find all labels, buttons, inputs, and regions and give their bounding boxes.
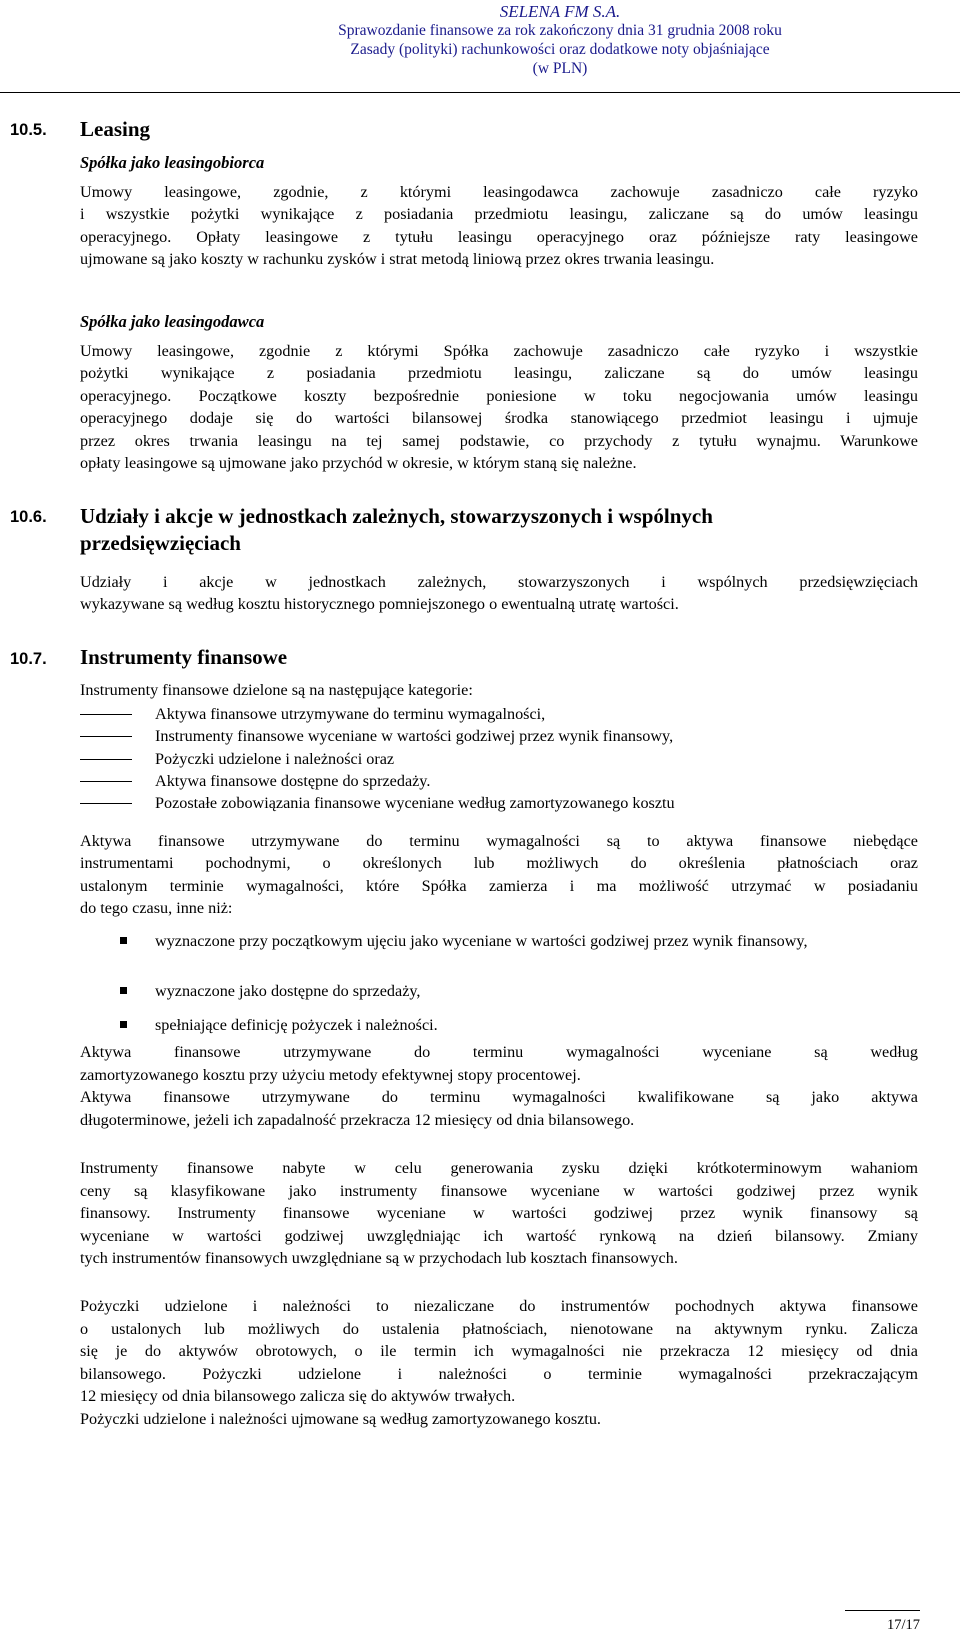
text-line: Aktywa finansowe utrzymywane do terminu wymagalności są to aktywa finansowe niebędące <box>80 832 918 850</box>
list-item: wyznaczone przy początkowym ujęciu jako wyceniane w wartości godziwej przez wynik finansowy, <box>80 930 920 976</box>
dash-bullet <box>80 759 132 760</box>
text-line: Aktywa finansowe utrzymywane do terminu wymagalności wyceniane są według <box>80 1043 918 1061</box>
footer-divider <box>845 1610 920 1611</box>
text-line: instrumentami pochodnymi, o określonych lub możliwych do określenia płatnościach oraz <box>80 854 918 872</box>
list-item: Aktywa finansowe dostępne do sprzedaży. <box>80 770 920 792</box>
header-subtitle: Zasady (polityki) rachunkowości oraz dodatkowe noty objaśniające <box>350 41 770 58</box>
text-line: Udziały i akcje w jednostkach zależnych, stowarzyszonych i wspólnych przedsięwzięciach <box>80 573 918 591</box>
text-line: operacyjnego. Opłaty leasingowe z tytułu leasingu operacyjnego oraz późniejsze raty leasingowe <box>80 228 918 246</box>
text-line: pożytki wynikające z posiadania przedmiotu leasingu, zaliczane są do umów leasingu <box>80 364 918 382</box>
company-name: SELENA FM S.A. <box>499 2 621 21</box>
text-line: wykazywane są według kosztu historycznego pomniejszonego o ewentualną utratę wartości. <box>80 595 679 613</box>
section-title-leasing: Leasing <box>80 117 151 141</box>
text-line: o ustalonych lub możliwych do ustalenia płatnościach, nienotowane na aktywnym rynku. Zalicza <box>80 1320 918 1338</box>
text-line: tych instrumentów finansowych uwzględniane są w przychodach lub kosztach finansowych. <box>80 1249 678 1267</box>
subheading-lessee: Spółka jako leasingobiorca <box>80 153 265 172</box>
list-item: wyznaczone jako dostępne do sprzedaży, <box>80 980 920 1010</box>
text-line: Instrumenty finansowe nabyte w celu generowania zysku dzięki krótkoterminowym wahaniom <box>80 1159 918 1177</box>
section-title-shares-line1: Udziały i akcje w jednostkach zależnych, stowarzyszonych i wspólnych <box>80 504 713 528</box>
dash-bullet <box>80 781 132 782</box>
text-line: bilansowego. Pożyczki udzielone i należności o terminie wymagalności przekraczającym <box>80 1365 918 1383</box>
header-report-title: Sprawozdanie finansowe za rok zakończony dnia 31 grudnia 2008 roku <box>338 22 782 39</box>
section-number-leasing: 10.5. <box>10 121 47 139</box>
text-line: Instrumenty finansowe dzielone są na następujące kategorie: <box>80 681 473 699</box>
text-line: przez okres trwania leasingu na tej samej podstawie, co przychody z tytułu wynajmu. Warunkowe <box>80 432 918 450</box>
list-item: Pożyczki udzielone i należności oraz <box>80 748 920 770</box>
section-number-instruments: 10.7. <box>10 650 47 668</box>
text-line: się je do aktywów obrotowych, o ile termin ich wymagalności nie przekracza 12 miesięcy od dnia <box>80 1342 918 1360</box>
page-header <box>200 2 920 78</box>
square-bullet <box>120 1021 127 1028</box>
text-line: wyceniane w wartości godziwej uwzględniając ich wartość rynkową na dzień bilansowy. Zmiany <box>80 1227 918 1245</box>
header-currency: (w PLN) <box>532 60 588 77</box>
text-line: Umowy leasingowe, zgodnie, z którymi leasingodawca zachowuje zasadniczo całe ryzyko <box>80 183 918 201</box>
list-item: Pozostałe zobowiązania finansowe wyceniane według zamortyzowanego kosztu <box>80 792 920 814</box>
text-line: Aktywa finansowe utrzymywane do terminu wymagalności kwalifikowane są jako aktywa <box>80 1088 918 1106</box>
text-line: finansowy. Instrumenty finansowe wyceniane w wartości godziwej przez wynik finansowy są <box>80 1204 918 1222</box>
square-bullet <box>120 987 127 994</box>
list-item: Instrumenty finansowe wyceniane w wartości godziwej przez wynik finansowy, <box>80 725 920 747</box>
text-line: i wszystkie pożytki wynikające z posiadania przedmiotu leasingu, zaliczane są do umów leasingu <box>80 205 918 223</box>
text-line: 12 miesięcy od dnia bilansowego zalicza się do aktywów trwałych. <box>80 1387 516 1405</box>
text-line: Umowy leasingowe, zgodnie z którymi Spółka zachowuje zasadniczo całe ryzyko i wszystkie <box>80 342 918 360</box>
subheading-lessor: Spółka jako leasingodawca <box>80 312 265 331</box>
text-line: operacyjnego dodaje się do wartości bilansowej środka stanowiącego przedmiot leasingu i ujmuje <box>80 409 918 427</box>
text-line: operacyjnego. Początkowe koszty bezpośrednie poniesione w toku negocjowania umów leasingu <box>80 387 918 405</box>
dash-bullet <box>80 803 132 804</box>
square-bullet <box>120 937 127 944</box>
exceptions-list <box>80 930 920 1036</box>
text-line: zamortyzowanego kosztu przy użyciu metody efektywnej stopy procentowej. <box>80 1066 581 1084</box>
text-line: długoterminowe, jeżeli ich zapadalność przekracza 12 miesięcy od dnia bilansowego. <box>80 1111 635 1129</box>
category-list <box>80 703 920 814</box>
list-item: Aktywa finansowe utrzymywane do terminu wymagalności, <box>80 703 920 725</box>
text-line: opłaty leasingowe są ujmowane jako przychód w okresie, w którym staną się należne. <box>80 454 637 472</box>
dash-bullet <box>80 736 132 737</box>
header-divider <box>0 92 960 93</box>
text-line: Pożyczki udzielone i należności ujmowane są według zamortyzowanego kosztu. <box>80 1410 601 1428</box>
dash-bullet <box>80 714 132 715</box>
section-title-instruments: Instrumenty finansowe <box>80 645 288 669</box>
page-number: 17/17 <box>886 1617 920 1633</box>
text-line: ustalonym terminie wymagalności, które Spółka zamierza i ma możliwość utrzymać w posiadaniu <box>80 877 918 895</box>
text-line: ujmowane są jako koszty w rachunku zysków i strat metodą liniową przez okres trwania leasingu. <box>80 250 715 268</box>
text-line: do tego czasu, inne niż: <box>80 899 233 917</box>
text-line: Pożyczki udzielone i należności to niezaliczane do instrumentów pochodnych aktywa finansowe <box>80 1297 918 1315</box>
list-item: spełniające definicję pożyczek i należności. <box>80 1014 920 1036</box>
text-line: ceny są klasyfikowane jako instrumenty finansowe wyceniane w wartości godziwej przez wynik <box>80 1182 918 1200</box>
section-number-shares: 10.6. <box>10 508 47 526</box>
section-title-shares-line2: przedsięwzięciach <box>80 531 241 555</box>
